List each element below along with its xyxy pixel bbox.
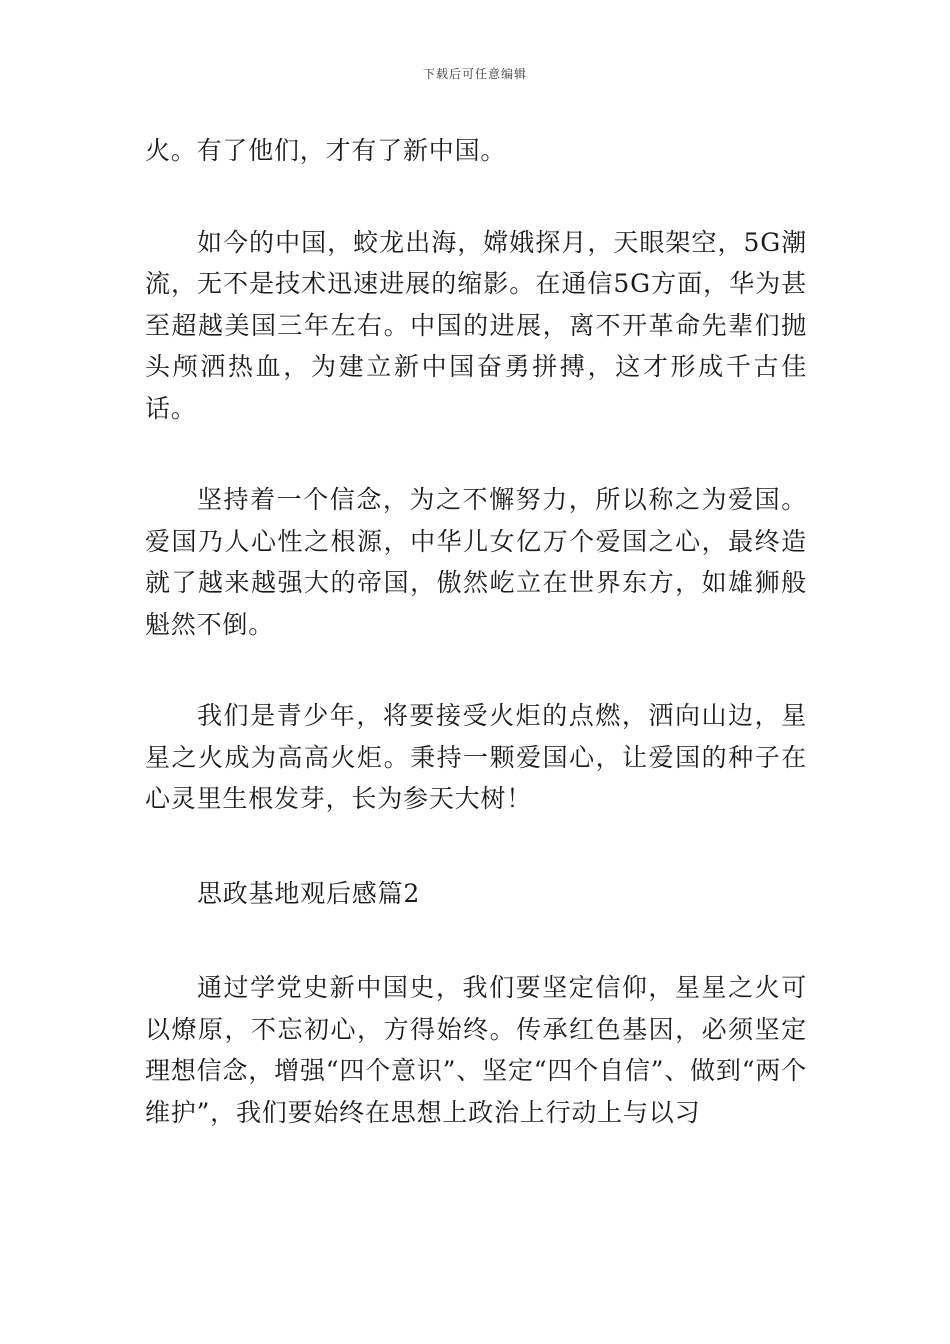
paragraph-youth: 我们是青少年，将要接受火炬的点燃，洒向山边，星星之火成为高高火炬。秉持一颗爱国心，让爱国的种子在心灵里生根发芽，长为参天大树！: [145, 701, 807, 813]
paragraph-continuation: 火。有了他们，才有了新中国。: [145, 136, 507, 165]
document-body: [145, 130, 807, 1133]
paragraph-party-history: 通过学党史新中国史，我们要坚定信仰，星星之火可以燎原，不忘初心，方得始终。传承红色基因，必须坚定理想信念，增强“四个意识”、坚定“四个自信”、做到“两个维护”，我们要始终在思想上政治上行动上与以习: [145, 973, 807, 1127]
paragraph-patriotism: 坚持着一个信念，为之不懈努力，所以称之为爱国。爱国乃人心性之根源，中华儿女亿万个爱国之心，最终造就了越来越强大的帝国，傲然屹立在世界东方，如雄狮般魁然不倒。: [145, 485, 807, 639]
paragraph-modern-china: 如今的中国，蛟龙出海，嫦娥探月，天眼架空，5G潮流，无不是技术迅速进展的缩影。在通信5G方面，华为甚至超越美国三年左右。中国的进展，离不开革命先辈们抛头颅洒热血，为建立新中国奋勇拼搏，这才形成千古佳话。: [145, 227, 808, 423]
page-header-note: 下载后可任意编辑: [422, 67, 527, 81]
section-heading: 思政基地观后感篇2: [197, 878, 421, 908]
